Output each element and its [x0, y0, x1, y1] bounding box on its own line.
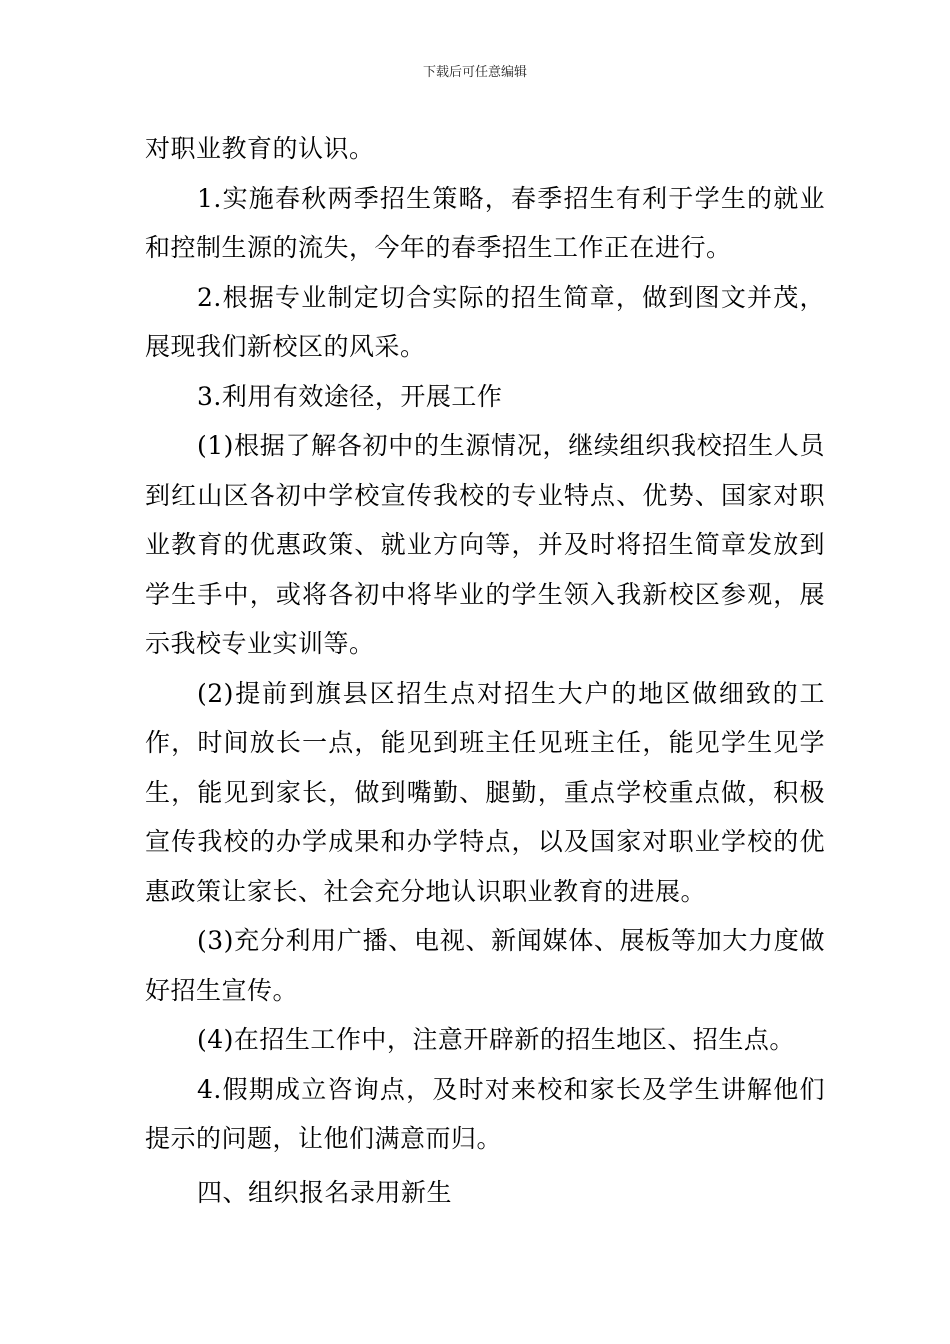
- paragraph-continuation: 对职业教育的认识。: [145, 134, 375, 163]
- paragraph-item-1: 1.实施春秋两季招生策略，春季招生有利于学生的就业和控制生源的流失，今年的春季招生工作正在进行。: [145, 183, 825, 262]
- paragraph-subitem-3: (3)充分利用广播、电视、新闻媒体、展板等加大力度做好招生宣传。: [145, 926, 825, 1005]
- paragraph-item-4: 4.假期成立咨询点，及时对来校和家长及学生讲解他们提示的问题，让他们满意而归。: [145, 1074, 825, 1153]
- paragraph-subitem-4: (4)在招生工作中，注意开辟新的招生地区、招生点。: [197, 1025, 795, 1054]
- page-header: 下载后可任意编辑: [422, 65, 527, 80]
- paragraph-subitem-1: (1)根据了解各初中的生源情况，继续组织我校招生人员到红山区各初中学校宣传我校的专业特点、优势、国家对职业教育的优惠政策、就业方向等，并及时将招生简章发放到学生手中，或将各初中将毕业的学生领入我新校区参观，展示我校专业实训等。: [145, 431, 825, 658]
- document-body: [145, 124, 825, 1217]
- paragraph-item-2: 2.根据专业制定切合实际的招生简章，做到图文并茂，展现我们新校区的风采。: [145, 282, 825, 361]
- section-heading-4: 四、组织报名录用新生: [197, 1177, 453, 1207]
- paragraph-item-3: 3.利用有效途径，开展工作: [197, 381, 503, 411]
- paragraph-subitem-2: (2)提前到旗县区招生点对招生大户的地区做细致的工作，时间放长一点，能见到班主任见班主任，能见学生见学生，能见到家长，做到嘴勤、腿勤，重点学校重点做，积极宣传我校的办学成果和办学特点，以及国家对职业学校的优惠政策让家长、社会充分地认识职业教育的进展。: [145, 678, 825, 906]
